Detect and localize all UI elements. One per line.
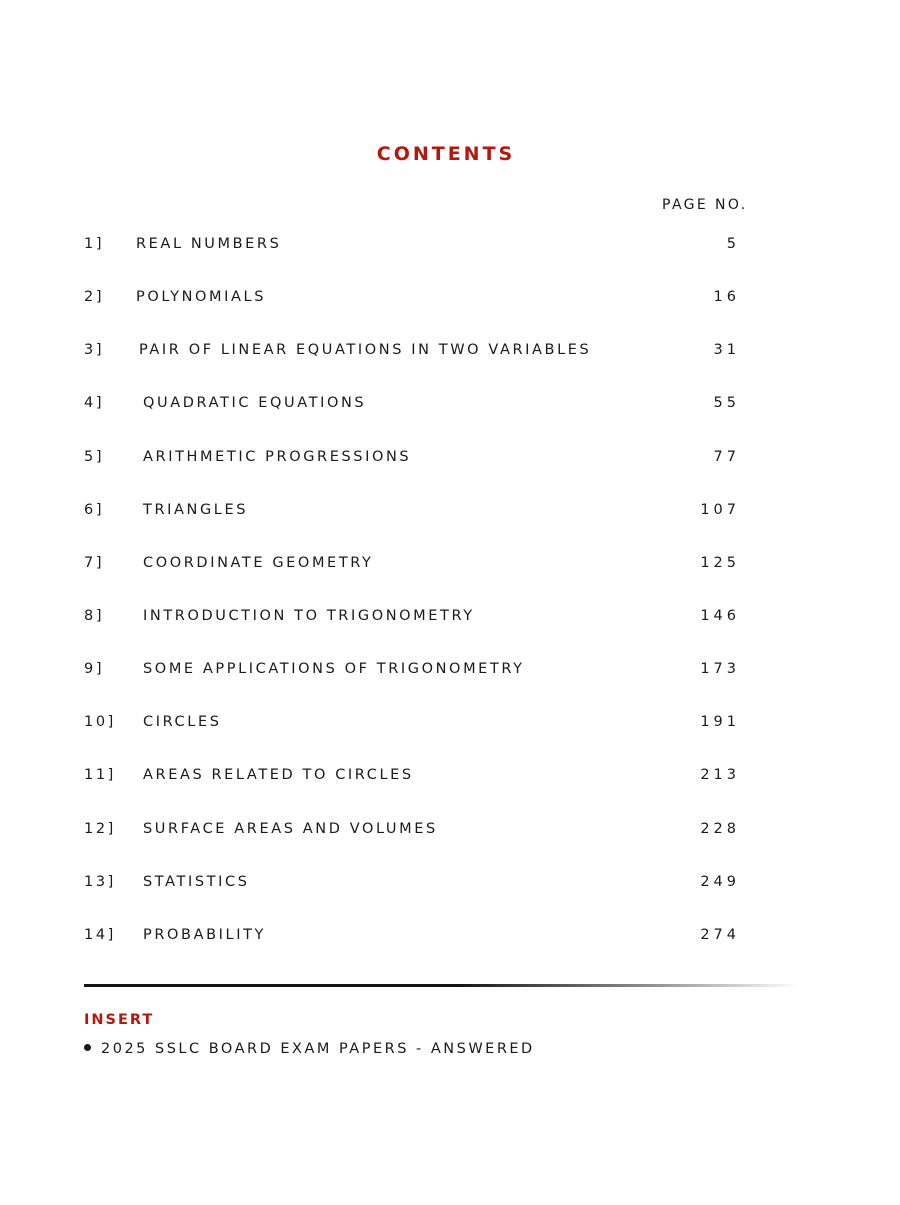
chapter-title: REAL NUMBERS (136, 236, 282, 252)
toc-entry[interactable] (0, 284, 900, 337)
toc-entry[interactable] (0, 922, 900, 975)
chapter-title: AREAS RELATED TO CIRCLES (143, 767, 414, 784)
chapter-page-number: 249 (700, 873, 740, 890)
chapter-title: QUADRATIC EQUATIONS (143, 395, 367, 412)
chapter-page-number: 191 (700, 714, 740, 731)
toc-entry[interactable] (0, 444, 900, 497)
table-of-contents (0, 231, 900, 975)
insert-heading: INSERT (84, 1012, 155, 1028)
chapter-title: TRIANGLES (143, 501, 249, 518)
chapter-title: INTRODUCTION TO TRIGONOMETRY (143, 607, 475, 624)
chapter-page-number: 55 (713, 395, 740, 412)
chapter-title: SURFACE AREAS AND VOLUMES (143, 820, 438, 837)
toc-entry[interactable] (0, 709, 900, 762)
chapter-page-number: 31 (713, 342, 740, 359)
chapter-title: POLYNOMIALS (136, 289, 267, 306)
chapter-number: 5] (84, 448, 105, 465)
chapter-title: COORDINATE GEOMETRY (143, 554, 374, 571)
chapter-number: 7] (84, 554, 105, 571)
toc-entry[interactable] (0, 550, 900, 603)
page-title: CONTENTS (376, 143, 516, 165)
chapter-title: ARITHMETIC PROGRESSIONS (143, 448, 412, 465)
toc-entry[interactable] (0, 497, 900, 550)
toc-entry[interactable] (0, 869, 900, 922)
chapter-number: 8] (84, 607, 105, 624)
chapter-number: 10] (84, 714, 116, 731)
bullet-icon (84, 1044, 91, 1051)
chapter-number: 4] (84, 395, 105, 412)
chapter-page-number: 173 (700, 661, 740, 678)
chapter-page-number: 125 (700, 554, 740, 571)
chapter-number: 12] (84, 820, 116, 837)
toc-entry[interactable] (0, 390, 900, 443)
chapter-number: 13] (84, 873, 116, 890)
chapter-number: 9] (84, 661, 105, 678)
chapter-page-number: 16 (713, 289, 740, 306)
chapter-page-number: 5 (726, 236, 740, 252)
chapter-page-number: 213 (700, 767, 740, 784)
chapter-title: PAIR OF LINEAR EQUATIONS IN TWO VARIABLES (139, 342, 592, 359)
chapter-page-number: 228 (700, 820, 740, 837)
chapter-number: 14] (84, 926, 116, 943)
chapter-title: PROBABILITY (143, 926, 266, 943)
chapter-number: 1] (84, 236, 105, 252)
insert-item-label: 2025 SSLC BOARD EXAM PAPERS - ANSWERED (101, 1041, 535, 1057)
chapter-page-number: 77 (713, 448, 740, 465)
chapter-page-number: 146 (700, 607, 740, 624)
toc-entry[interactable] (0, 337, 900, 390)
chapter-number: 6] (84, 501, 105, 518)
toc-entry[interactable] (0, 816, 900, 869)
page-number-column-header: PAGE NO. (662, 197, 748, 213)
chapter-number: 3] (84, 342, 105, 359)
chapter-page-number: 107 (700, 501, 740, 518)
toc-entry[interactable] (0, 656, 900, 709)
chapter-title: CIRCLES (143, 714, 222, 731)
toc-entry[interactable] (0, 603, 900, 656)
chapter-page-number: 274 (700, 926, 740, 943)
insert-item (84, 1041, 535, 1057)
toc-entry[interactable] (0, 762, 900, 815)
section-divider (84, 984, 800, 987)
chapter-number: 2] (84, 289, 105, 306)
toc-entry[interactable] (0, 231, 900, 284)
chapter-number: 11] (84, 767, 116, 784)
chapter-title: SOME APPLICATIONS OF TRIGONOMETRY (143, 661, 525, 678)
chapter-title: STATISTICS (143, 873, 250, 890)
